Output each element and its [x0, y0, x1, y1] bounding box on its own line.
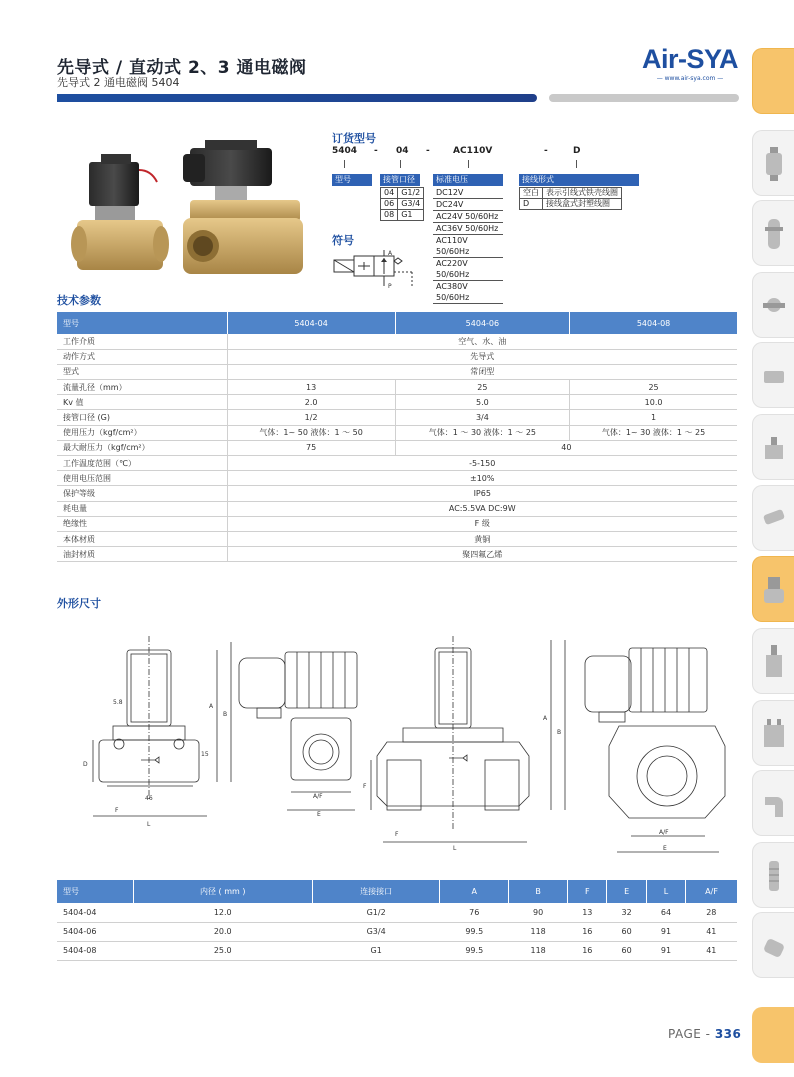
symbol-label-a: A — [388, 250, 393, 257]
brand-website: — www.air-sya.com — — [656, 75, 724, 82]
dim-cell: 5404-08 — [57, 941, 133, 960]
spec-row — [57, 380, 737, 395]
manifold-icon — [761, 715, 787, 755]
spec-value: 气体：1~ 30 液体：1 ～ 25 — [570, 425, 737, 440]
category-tab-elbow[interactable] — [752, 770, 794, 836]
order-port-header: 接管口径 — [380, 174, 420, 186]
dim-col: E — [607, 880, 646, 903]
spec-label: 最大耐压力（kgf/cm²） — [57, 440, 227, 455]
order-wiring-table — [519, 187, 622, 210]
spec-row — [57, 334, 737, 349]
dim-cell: 41 — [686, 941, 737, 960]
dim-cell: 32 — [607, 903, 646, 922]
dim-cell: 20.0 — [133, 922, 312, 941]
spec-label: 型式 — [57, 364, 227, 379]
spec-value: -5-150 — [227, 456, 737, 471]
dim-col: 连接接口 — [312, 880, 439, 903]
spec-value: 10.0 — [570, 395, 737, 410]
spec-label: 动作方式 — [57, 349, 227, 364]
voltage-option: DC24V — [433, 199, 503, 211]
spec-label: 使用压力（kgf/cm²） — [57, 425, 227, 440]
order-voltage-list — [433, 187, 503, 304]
spec-value: IP65 — [227, 486, 737, 501]
spec-label: 耗电量 — [57, 501, 227, 516]
dim-cell: 118 — [509, 922, 568, 941]
dim-cell: G1 — [312, 941, 439, 960]
dim-col: A/F — [686, 880, 737, 903]
order-code-dash: - — [374, 146, 378, 156]
spec-value: 黄铜 — [227, 531, 737, 546]
dim-cell: 16 — [568, 922, 607, 941]
dim-cell: 118 — [509, 941, 568, 960]
valve-icon — [761, 287, 787, 327]
dim-cell: 60 — [607, 922, 646, 941]
category-tab-bottom[interactable] — [752, 1007, 794, 1063]
dim-cell: 90 — [509, 903, 568, 922]
dim-label-e: E — [663, 845, 667, 852]
page-subtitle: 先导式 2 通电磁阀 5404 — [57, 76, 180, 89]
spec-label: 工作介质 — [57, 334, 227, 349]
order-code-voltage: AC110V — [453, 146, 493, 156]
page-number — [668, 1027, 741, 1041]
port-code: 04 — [381, 188, 398, 199]
dim-label-e: E — [317, 811, 321, 818]
dim-label-46: 46 — [145, 795, 153, 802]
spec-row — [57, 471, 737, 486]
dim-col: A — [440, 880, 509, 903]
spec-value: 40 — [395, 440, 737, 455]
product-photo — [65, 140, 315, 280]
silencer-icon — [761, 857, 787, 897]
spec-label: 保护等级 — [57, 486, 227, 501]
spec-row — [57, 516, 737, 531]
voltage-option: AC24V 50/60Hz — [433, 211, 503, 223]
spec-col-model: 型号 — [57, 312, 227, 334]
spec-value: 25 — [395, 380, 569, 395]
category-tab-solenoid-valve[interactable] — [752, 556, 794, 622]
dim-cell: 91 — [646, 922, 685, 941]
order-port-table — [380, 187, 424, 221]
category-tab-regulator[interactable] — [752, 200, 794, 266]
spec-row — [57, 547, 737, 562]
spec-value: 先导式 — [227, 349, 737, 364]
dim-label-a: A — [209, 703, 214, 710]
dim-label-f: F — [115, 807, 119, 814]
regulator-icon — [761, 215, 787, 255]
order-voltage-header: 标准电压 — [433, 174, 503, 186]
table-row — [57, 941, 737, 960]
order-tick — [344, 160, 345, 168]
dim-col: 型号 — [57, 880, 133, 903]
spec-label: 油封材质 — [57, 547, 227, 562]
sensor-icon — [761, 927, 787, 967]
dim-cell: 13 — [568, 903, 607, 922]
category-tab-manifold[interactable] — [752, 700, 794, 766]
spec-col-04: 5404-04 — [227, 312, 395, 334]
dim-label-5.8: 5.8 — [113, 699, 123, 706]
dim-label-b: B — [557, 729, 562, 736]
order-tick — [468, 160, 469, 168]
fitting-icon — [761, 357, 787, 397]
order-model-header: 型号 — [332, 174, 372, 186]
filter-icon — [761, 145, 787, 185]
page-number-value: 336 — [714, 1027, 742, 1041]
header-bar-gray — [549, 94, 739, 102]
spec-col-06: 5404-06 — [395, 312, 569, 334]
header-bar — [57, 94, 537, 102]
gun-icon — [761, 500, 787, 540]
elbow-icon — [761, 785, 787, 825]
table-row — [57, 922, 737, 941]
category-tab-fitting[interactable] — [752, 342, 794, 408]
spec-value: 75 — [227, 440, 395, 455]
dim-cell: 64 — [646, 903, 685, 922]
category-tab-silencer[interactable] — [752, 842, 794, 908]
brand-name: Air-SYA — [641, 44, 739, 74]
spec-row — [57, 425, 737, 440]
dim-cell: G1/2 — [312, 903, 439, 922]
spec-label: 流量孔径（mm） — [57, 380, 227, 395]
spec-label: Kv 值 — [57, 395, 227, 410]
voltage-option: AC36V 50/60Hz — [433, 223, 503, 235]
brand-logo — [640, 44, 740, 82]
cylinder-icon — [761, 429, 787, 469]
spec-value: 聚四氟乙烯 — [227, 547, 737, 562]
dim-cell: 99.5 — [440, 941, 509, 960]
dim-label-f: F — [363, 783, 367, 790]
wiring-desc: 接线盒式封塑线圈 — [543, 199, 622, 210]
spec-value: 3/4 — [395, 410, 569, 425]
order-tick — [400, 160, 401, 168]
dim-label-l: L — [453, 845, 457, 852]
spec-row — [57, 486, 737, 501]
dim-cell: 28 — [686, 903, 737, 922]
category-tab-filter[interactable] — [752, 130, 794, 196]
dim-cell: 41 — [686, 922, 737, 941]
spec-section-title: 技术参数 — [57, 294, 101, 307]
dimension-table — [57, 880, 737, 961]
page-title: 先导式 / 直动式 2、3 通电磁阀 — [57, 58, 307, 78]
table-row — [57, 903, 737, 922]
order-code-wiring: D — [573, 146, 581, 156]
spec-label: 接管口径 (G) — [57, 410, 227, 425]
dim-label-15: 15 — [201, 751, 209, 758]
order-title: 订货型号 — [332, 132, 376, 145]
order-wiring-header: 接线形式 — [519, 174, 639, 186]
dimension-drawing — [57, 630, 737, 860]
spec-row — [57, 456, 737, 471]
port-code: 06 — [381, 199, 398, 210]
spec-value: 气体：1 ～ 30 液体：1 ～ 25 — [395, 425, 569, 440]
symbol-label-p: P — [388, 283, 392, 290]
order-code-port: 04 — [396, 146, 409, 156]
spec-value: 25 — [570, 380, 737, 395]
dim-col: B — [509, 880, 568, 903]
lubricator-icon — [761, 643, 787, 683]
spec-value: 5.0 — [395, 395, 569, 410]
spec-label: 使用电压范围 — [57, 471, 227, 486]
spec-value: 13 — [227, 380, 395, 395]
dim-cell: 91 — [646, 941, 685, 960]
category-tab-cylinder[interactable] — [752, 414, 794, 480]
spec-value: AC:5.5VA DC:9W — [227, 501, 737, 516]
order-tick — [576, 160, 577, 168]
order-code-model: 5404 — [332, 146, 358, 156]
spec-row — [57, 395, 737, 410]
dim-col: 内径 ( mm ) — [133, 880, 312, 903]
dim-label-b: B — [223, 711, 228, 718]
category-tab-sensor[interactable] — [752, 912, 794, 978]
spec-row — [57, 501, 737, 516]
voltage-option: AC110V 50/60Hz — [433, 235, 503, 258]
wiring-desc: 表示引线式铁壳线圈 — [543, 188, 622, 199]
dim-cell: 60 — [607, 941, 646, 960]
spec-row — [57, 349, 737, 364]
spec-col-08: 5404-08 — [570, 312, 737, 334]
spec-value: 2.0 — [227, 395, 395, 410]
dim-col: F — [568, 880, 607, 903]
spec-table — [57, 312, 737, 562]
dim-label-af: A/F — [659, 829, 669, 836]
dim-cell: 5404-04 — [57, 903, 133, 922]
dim-label-af: A/F — [313, 793, 323, 800]
wiring-code: D — [520, 199, 543, 210]
spec-label: 工作温度范围（℃） — [57, 456, 227, 471]
dim-cell: 25.0 — [133, 941, 312, 960]
spec-value: F 级 — [227, 516, 737, 531]
voltage-option: DC12V — [433, 187, 503, 199]
dim-label-d: D — [83, 761, 88, 768]
category-tab-gun[interactable] — [752, 485, 794, 551]
spec-value: 空气、水、油 — [227, 334, 737, 349]
dim-label-a: A — [543, 715, 548, 722]
voltage-option: AC380V 50/60Hz — [433, 281, 503, 304]
order-code-dash: - — [426, 146, 430, 156]
spec-value: 1 — [570, 410, 737, 425]
order-code-dash: - — [544, 146, 548, 156]
category-tab-valve[interactable] — [752, 272, 794, 338]
port-code: 08 — [381, 210, 398, 221]
dim-cell: 76 — [440, 903, 509, 922]
port-size: G1/2 — [398, 188, 424, 199]
dim-col: L — [646, 880, 685, 903]
port-size: G3/4 — [398, 199, 424, 210]
page-prefix: PAGE - — [668, 1027, 715, 1041]
spec-row — [57, 440, 737, 455]
dim-cell: 5404-06 — [57, 922, 133, 941]
solenoid-valve-icon — [761, 571, 787, 611]
spec-value: 1/2 — [227, 410, 395, 425]
symbol-title: 符号 — [332, 234, 354, 247]
category-tab-top[interactable] — [752, 48, 794, 114]
voltage-option: AC220V 50/60Hz — [433, 258, 503, 281]
category-tab-lubricator[interactable] — [752, 628, 794, 694]
dim-cell: 99.5 — [440, 922, 509, 941]
spec-value: 气体：1~ 50 液体：1 ～ 50 — [227, 425, 395, 440]
valve-symbol-icon — [330, 248, 420, 290]
port-size: G1 — [398, 210, 424, 221]
spec-label: 本体材质 — [57, 531, 227, 546]
spec-label: 绝缘性 — [57, 516, 227, 531]
spec-row — [57, 410, 737, 425]
dimensions-section-title: 外形尺寸 — [57, 597, 101, 610]
dim-cell: 16 — [568, 941, 607, 960]
dim-cell: 12.0 — [133, 903, 312, 922]
wiring-code: 空白 — [520, 188, 543, 199]
spec-value: ±10% — [227, 471, 737, 486]
dim-label-l: L — [147, 821, 151, 828]
dim-label-f: F — [395, 831, 399, 838]
spec-row — [57, 531, 737, 546]
dim-cell: G3/4 — [312, 922, 439, 941]
spec-value: 常闭型 — [227, 364, 737, 379]
spec-row — [57, 364, 737, 379]
